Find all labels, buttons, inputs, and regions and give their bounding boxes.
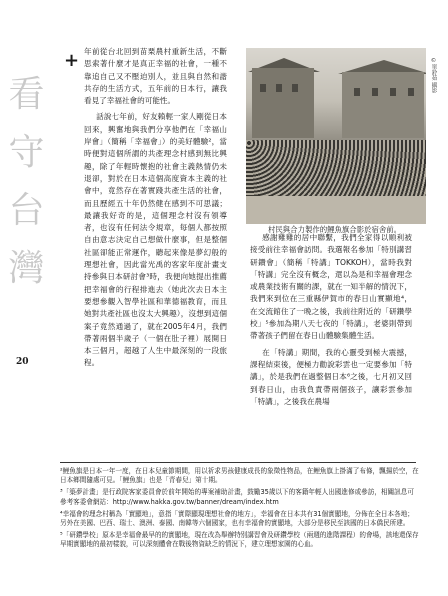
body-paragraph: 感謝雞雞的居中聯繫，我們全家得以順利被接受前往幸福會訪問。我選報名參加「特別講習研鑽會」（簡稱「特講」TOKKOH），當時我對「特講」完全沒有概念，還以為是和幸福會理念或農業技術有關的課，就在一知半解的情況下，我們來到位在三重縣伊賀市的春日山實顯地⁴，在交流館住了一晚之後，我前往附近的「研鑽學校」⁵參加為期八天七夜的「特講」，老婆則帶到帶著孩子們留在春日山體驗集體生活。 xyxy=(250,233,412,341)
deco-char: 看 xyxy=(8,74,44,115)
page-number: 20 xyxy=(16,357,29,367)
footnote: ²鯉魚旗是日本一年一度，在日本兒童節期間，用以祈求男孩健康成長的象徵性物品，在鯉魚旗上掛滿了布條，飄揚於空，在日本鄉間隨處可見。「鯉魚旗」也是「青春兒」第十期。 xyxy=(60,467,419,485)
right-column xyxy=(250,232,412,412)
photo-window xyxy=(408,88,414,96)
left-column xyxy=(84,46,227,374)
deco-char: 灣 xyxy=(8,248,44,289)
deco-char: 守 xyxy=(8,132,44,173)
photo-credit: ©單鈴茹 攝影 xyxy=(430,58,437,94)
photo-ground xyxy=(246,196,426,224)
photo-window xyxy=(276,84,282,92)
photo-window xyxy=(372,88,378,96)
footnotes xyxy=(60,467,420,553)
group-photo xyxy=(246,48,426,224)
photo-building-left xyxy=(252,68,314,138)
decorative-vertical-title xyxy=(6,66,46,356)
footnote: ⁵「研鑽學校」原本是幸福會最早的的實顯地，現在改為舉辦特別講習會及研鑽學校（兩週的進階課程）的會場，該地還保存早期實顯地的最初樣貌，可以深刻體會在戰後物資缺乏的情況下，建立理想家園的心血。 xyxy=(60,531,419,549)
body-paragraph: 在「特講」期間，我的心靈受到極大震撼，課程結束後，便極力勸說彩雲也一定要參加「特講」，於是我們在過整個日本⁶之後，七月初又回到春日山，由我負責帶兩個孩子，讓彩雲參加「特講」，之後我在農場 xyxy=(250,347,412,406)
photo-caption: 村民與合力製作的鯉魚旗合影於宿舍前。 xyxy=(268,225,402,234)
footnote: ⁴幸福會的理念村稱為「實顯地」，意指「實際顯現理想社會的地方」，幸福會在日本共有31個實顯地，分佈在全日本各地；另外在美國、巴西、瑞士、澳洲、泰國、南韓等六個國家，也有幸福會的實顯地，大部分是移民至該國的日本僑民所建。 xyxy=(60,509,414,528)
photo-window xyxy=(354,88,360,96)
section-marker-icon: + xyxy=(64,50,80,71)
photo-building-right xyxy=(342,72,424,138)
photo-window xyxy=(260,84,266,92)
footnote-divider xyxy=(60,462,416,463)
photo-window xyxy=(390,88,396,96)
photo-window xyxy=(292,84,298,92)
body-paragraph: 話說七年前，好友賴輕一家人剛從日本回來，興奮地與我們分享他們在「幸福山岸會」（簡稱「幸福會」）的美好體驗²，當時便對這個所謂的共產理念村感到無比興趣，除了年輕時懷抱的社會主義熱情仍未退卻，對於在日本這個高度資本主義的社會中，竟然存在著實踐共產生活的社會，而且歷經五十年仍然健在感到不可思議；最讓我好奇的是，這個理念村沒有領導者，也沒有任何法令規章，每個人都按照自由意志決定自己想做什麼事，但是整個社區卻能正常運作，聽起來像是夢幻般的理想社會，因此當光禹的客家年度計畫支持參與日本研討會³時，我便向她提出推薦把幸福會的行程排進去（她此次去日本主要想參觀入智學社區和華德福教育，而且她對共產社區也沒太大興趣），沒想到這個案子竟然通過了，就在2005年4月，我們帶著兩個半歲子（一個在肚子裡）展開日本三個月，超越了人生中最深刻的一段旅程。 xyxy=(84,112,227,368)
footnote: ³「築夢計畫」是行政院客家委員會於前年開始的專案補助計畫，鼓勵35歲以下的客籍年輕人出國進修或參訪，相關訊息可參考客委會網站：http://www.hakka.gov.tw/banner/dream/index.htm xyxy=(60,488,414,506)
deco-char: 台 xyxy=(8,190,44,231)
photo-crowd xyxy=(246,140,426,196)
lead-paragraph: 年前從台北回到苗栗農村重新生活，不斷思索著什麼才是真正幸福的社會，一種不靠追自己又不壓迫別人，並且與自然和諧共存的生活方式，五年前的日本行，讓我看見了幸福社會的可能性。 xyxy=(84,47,227,106)
